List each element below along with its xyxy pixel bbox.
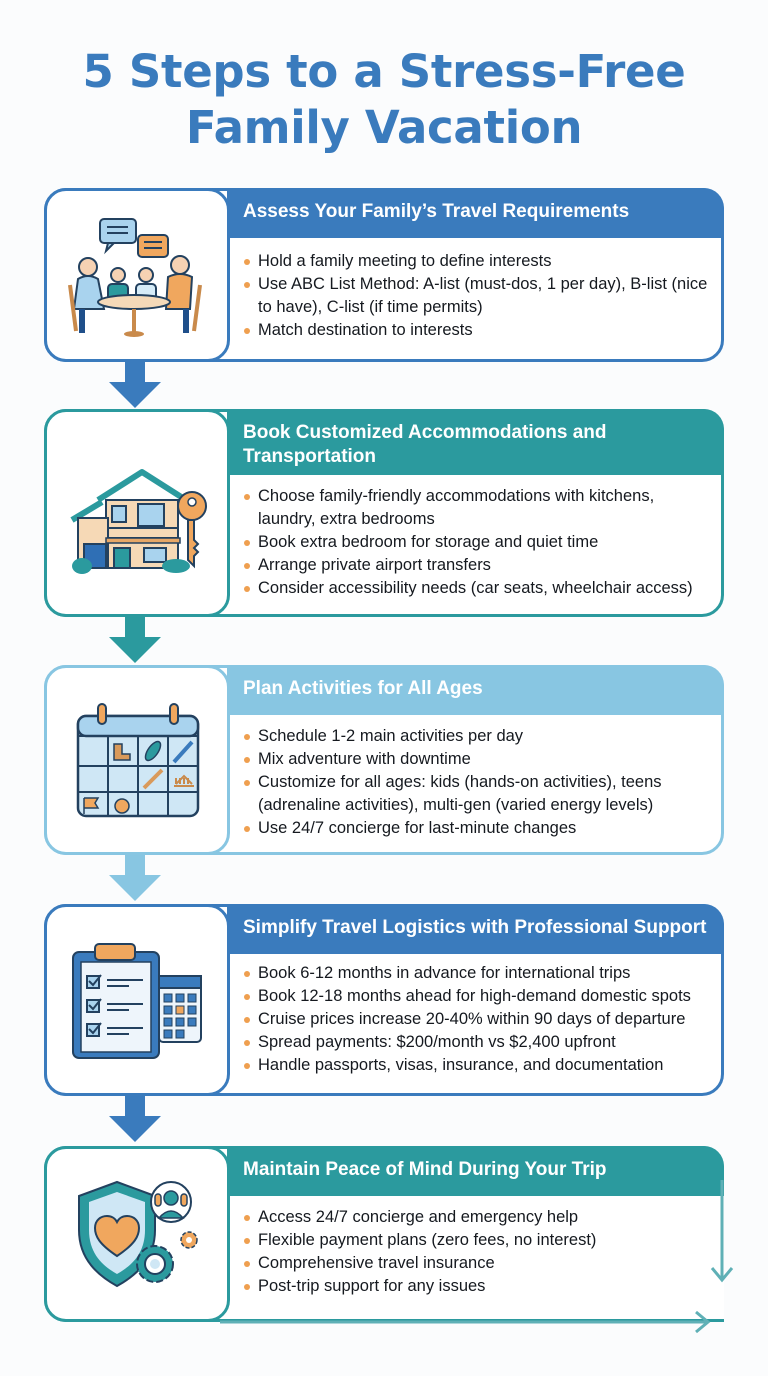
step-1-card (44, 188, 724, 362)
family-meeting-icon (62, 205, 212, 345)
step-5-icon-box (44, 1146, 230, 1322)
title-line-2: Family Vacation (185, 101, 583, 154)
step-3-body (244, 725, 712, 840)
step-4-heading: Simplify Travel Logistics with Professional Support (243, 917, 707, 938)
step-4-icon-box (44, 904, 230, 1096)
activity-calendar-icon (72, 700, 202, 820)
step-4-body (244, 962, 712, 1077)
down-arrow-icon (107, 855, 163, 901)
bullet-item: Flexible payment plans (zero fees, no interest) (244, 1229, 712, 1252)
step-3-header (227, 665, 724, 715)
page-title (0, 44, 768, 156)
step-1-icon-box (44, 188, 230, 362)
bullet-item: Customize for all ages: kids (hands-on activities), teens (adrenaline activities), multi-gen (varied energy levels) (244, 771, 712, 817)
bullet-item: Spread payments: $200/month vs $2,400 upfront (244, 1031, 712, 1054)
bullet-item: Cruise prices increase 20-40% within 90 days of departure (244, 1008, 712, 1031)
bullet-item: Access 24/7 concierge and emergency help (244, 1206, 712, 1229)
step-2-bullets (244, 485, 712, 600)
step-1-heading: Assess Your Family’s Travel Requirements (243, 201, 630, 222)
bullet-item: Hold a family meeting to define interests (244, 250, 712, 273)
shield-support-icon (67, 1174, 207, 1294)
step-1-bullets (244, 250, 712, 342)
step-2-body (244, 485, 712, 600)
step-4-header (227, 904, 724, 954)
step-2-header (227, 409, 724, 475)
step-3-heading: Plan Activities for All Ages (243, 678, 483, 699)
bullet-item: Choose family-friendly accommodations with kitchens, laundry, extra bedrooms (244, 485, 712, 531)
step-3-card (44, 665, 724, 855)
step-4-bullets (244, 962, 712, 1077)
step-4-card (44, 904, 724, 1096)
step-3-bullets (244, 725, 712, 840)
title-line-1: 5 Steps to a Stress-Free (82, 45, 686, 98)
checklist-calendar-icon (67, 940, 207, 1060)
bullet-item: Arrange private airport transfers (244, 554, 712, 577)
step-1-body (244, 250, 712, 342)
step-1-header (227, 188, 724, 238)
step-2-heading: Book Customized Accommodations and Transportation (243, 422, 607, 467)
step-3-icon-box (44, 665, 230, 855)
bullet-item: Use ABC List Method: A-list (must-dos, 1 per day), B-list (nice to have), C-list (if time permits) (244, 273, 712, 319)
bullet-item: Book 6-12 months in advance for international trips (244, 962, 712, 985)
flow-continue-arrows-icon (220, 1170, 740, 1340)
bullet-item: Schedule 1-2 main activities per day (244, 725, 712, 748)
bullet-item: Match destination to interests (244, 319, 712, 342)
down-arrow-icon (107, 362, 163, 408)
bullet-item: Consider accessibility needs (car seats, wheelchair access) (244, 577, 712, 600)
down-arrow-icon (107, 617, 163, 663)
bullet-item: Mix adventure with downtime (244, 748, 712, 771)
step-2-card (44, 409, 724, 617)
house-key-icon (62, 448, 212, 578)
step-2-icon-box (44, 409, 230, 617)
bullet-item: Handle passports, visas, insurance, and documentation (244, 1054, 712, 1077)
bullet-item: Use 24/7 concierge for last-minute changes (244, 817, 712, 840)
bullet-item: Comprehensive travel insurance (244, 1252, 712, 1275)
down-arrow-icon (107, 1096, 163, 1142)
bullet-item: Book 12-18 months ahead for high-demand domestic spots (244, 985, 712, 1008)
step-5-heading: Maintain Peace of Mind During Your Trip (243, 1159, 607, 1180)
bullet-item: Post-trip support for any issues (244, 1275, 712, 1298)
bullet-item: Book extra bedroom for storage and quiet time (244, 531, 712, 554)
